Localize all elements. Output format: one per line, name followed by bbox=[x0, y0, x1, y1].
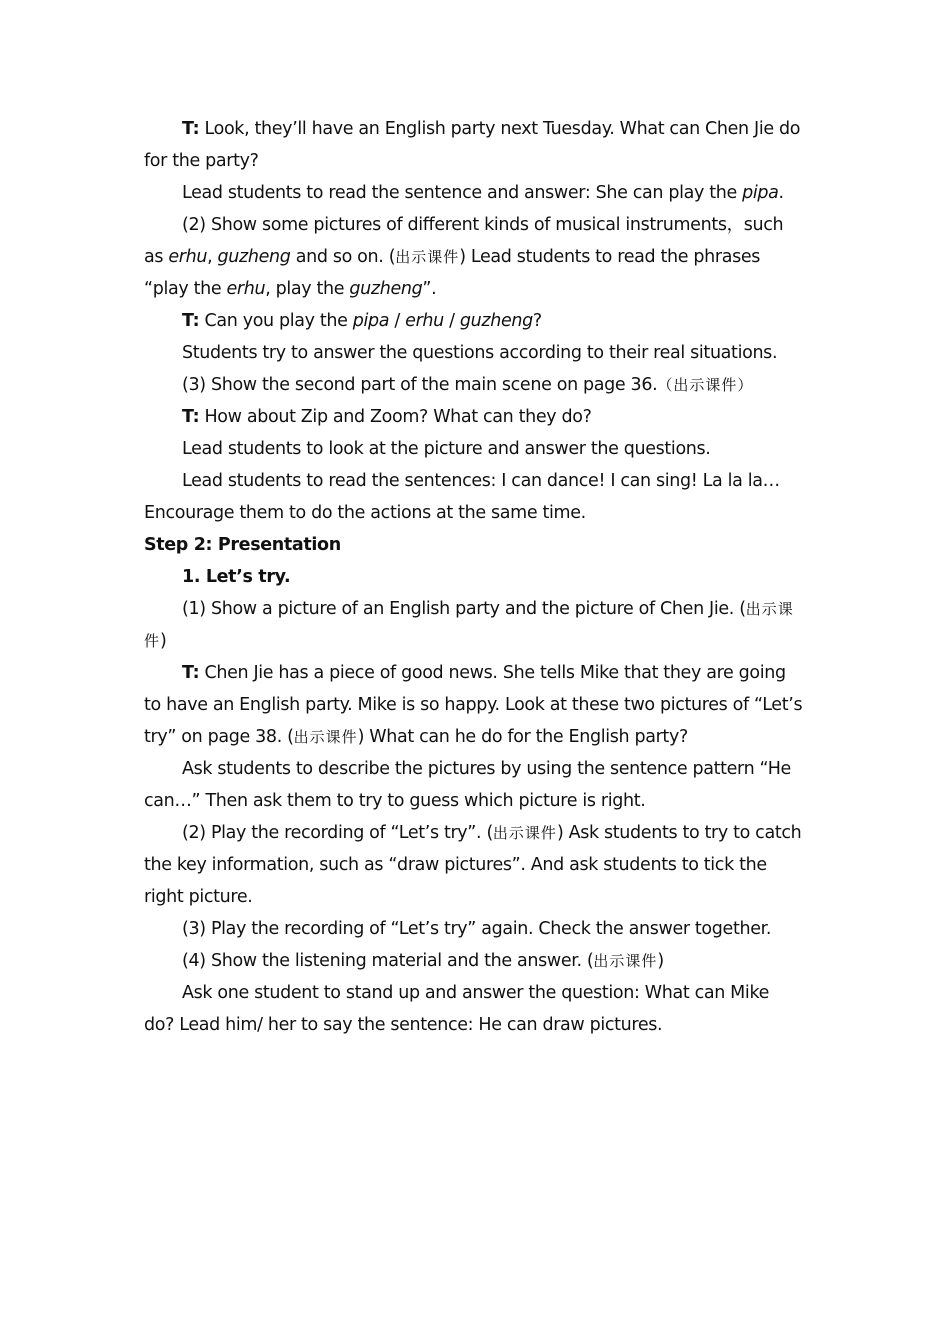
separator: / bbox=[443, 311, 460, 331]
paragraph-show-main-scene bbox=[144, 369, 804, 401]
paragraph-text: Look, they’ll have an English party next Tuesday. What can Chen Jie do for the party? bbox=[144, 119, 801, 171]
italic-term: guzheng bbox=[459, 311, 533, 331]
paragraph-lead-read-sentence bbox=[144, 177, 804, 209]
courseware-note: 出示课件 bbox=[293, 728, 358, 746]
courseware-note: 出示课件 bbox=[395, 248, 460, 266]
paragraph-text: ) What can he do for the English party? bbox=[357, 727, 688, 747]
courseware-note: 出示课件 bbox=[144, 600, 794, 650]
lets-try-heading: 1. Let’s try. bbox=[182, 567, 291, 587]
courseware-note: （出示课件） bbox=[657, 376, 754, 394]
paragraph-text: and so on. ( bbox=[290, 247, 396, 267]
paragraph-text: , play the bbox=[265, 279, 350, 299]
paragraph-student-answer-question bbox=[144, 977, 804, 1041]
paragraph-text: Ask one student to stand up and answer the question: What can Mike do? Lead him/ her to say the sentence: He can draw pictures. bbox=[144, 983, 770, 1035]
paragraph-text: ) Ask students to try to catch the key information, such as “draw pictures”. And ask students to tick the right picture. bbox=[144, 823, 802, 907]
paragraph-text: Chen Jie has a piece of good news. She tells Mike that they are going to have an English party. Mike is so happy. Look at these two pictures of “Let’s try” on page 38. ( bbox=[144, 663, 803, 747]
paragraph-text: Students try to answer the questions according to their real situations. bbox=[182, 343, 778, 363]
separator: / bbox=[389, 311, 406, 331]
paragraph-teacher-good-news bbox=[144, 657, 804, 753]
paragraph-show-instruments bbox=[144, 209, 804, 305]
paragraph-text: (2) Show some pictures of different kinds of musical instruments，such as bbox=[144, 215, 784, 267]
italic-term: erhu bbox=[405, 311, 444, 331]
teacher-label: T: bbox=[182, 663, 200, 683]
paragraph-read-sentences bbox=[144, 465, 804, 529]
paragraph-text: Ask students to describe the pictures by using the sentence pattern “He can…” Then ask them to try to guess which picture is right. bbox=[144, 759, 791, 811]
punctuation: ”. bbox=[422, 279, 437, 299]
paragraph-text: Lead students to read the sentences: I can dance! I can sing! La la la… Encourage them to do the actions at the same time. bbox=[144, 471, 780, 523]
paragraph-text: Can you play the bbox=[204, 311, 353, 331]
paragraph-text: Lead students to read the sentence and answer: She can play the bbox=[182, 183, 743, 203]
paragraph-text: How about Zip and Zoom? What can they do? bbox=[204, 407, 592, 427]
paragraph-teacher-question-party bbox=[144, 113, 804, 177]
courseware-note: 出示课件 bbox=[593, 952, 658, 970]
teacher-label: T: bbox=[182, 119, 200, 139]
paragraph-text: Lead students to look at the picture and answer the questions. bbox=[182, 439, 711, 459]
italic-term: erhu bbox=[168, 247, 208, 267]
paragraph-play-again bbox=[144, 913, 804, 945]
paragraph-teacher-question-play bbox=[144, 305, 804, 337]
italic-term: erhu bbox=[226, 279, 266, 299]
paragraph-text: (4) Show the listening material and the answer. ( bbox=[182, 951, 594, 971]
paragraph-text: ) Lead students to read the phrases “play the bbox=[144, 247, 761, 299]
paragraph-text: (3) Play the recording of “Let’s try” again. Check the answer together. bbox=[182, 919, 772, 939]
paragraph-text: (3) Show the second part of the main scene on page 36. bbox=[182, 375, 658, 395]
italic-term: guzheng bbox=[349, 279, 423, 299]
paragraph-describe-pictures bbox=[144, 753, 804, 817]
italic-term: pipa bbox=[742, 183, 779, 203]
paragraph-students-answer bbox=[144, 337, 804, 369]
punctuation: ) bbox=[657, 951, 664, 971]
teacher-label: T: bbox=[182, 311, 200, 331]
punctuation: . bbox=[778, 183, 784, 203]
step2-heading: Step 2: Presentation bbox=[144, 535, 341, 555]
paragraph-show-listening-material bbox=[144, 945, 804, 977]
courseware-note: 出示课件 bbox=[492, 824, 557, 842]
paragraph-text: (1) Show a picture of an English party and the picture of Chen Jie. ( bbox=[182, 599, 746, 619]
punctuation: ? bbox=[532, 311, 542, 331]
paragraph-text: (2) Play the recording of “Let’s try”. ( bbox=[182, 823, 493, 843]
teacher-label: T: bbox=[182, 407, 200, 427]
document-body bbox=[144, 113, 804, 1041]
punctuation: , bbox=[207, 247, 218, 267]
italic-term: guzheng bbox=[217, 247, 291, 267]
italic-term: pipa bbox=[352, 311, 390, 331]
paragraph-play-recording bbox=[144, 817, 804, 913]
paragraph-teacher-question-zip-zoom bbox=[144, 401, 804, 433]
paragraph-look-at-picture bbox=[144, 433, 804, 465]
punctuation: ) bbox=[160, 631, 167, 651]
paragraph-show-party-picture bbox=[144, 593, 804, 657]
